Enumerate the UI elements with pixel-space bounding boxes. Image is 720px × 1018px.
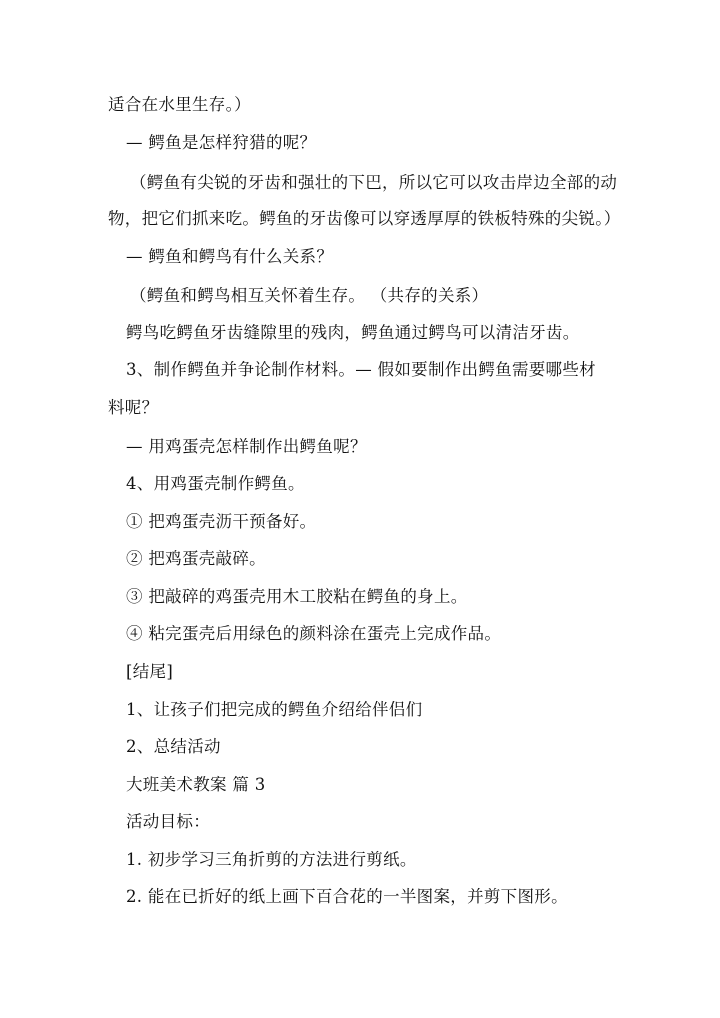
paragraph-line-11: 4、用鸡蛋壳制作鳄鱼。 (126, 474, 305, 493)
paragraph-line-9: 料呢？ (108, 398, 159, 417)
activity-goals-heading: 活动目标： (126, 812, 210, 831)
paragraph-line-15: ④ 粘完蛋壳后用绿色的颜料涂在蛋壳上完成作品。 (126, 624, 502, 643)
paragraph-line-17: 1、让孩子们把完成的鳄鱼介绍给伴侣们 (126, 700, 423, 719)
paragraph-line-5: — 鳄鱼和鳄鸟有什么关系？ (126, 247, 334, 266)
goal-item-2: 2. 能在已折好的纸上画下百合花的一半图案，并剪下图形。 (126, 887, 568, 906)
goal-item-1: 1. 初步学习三角折剪的方法进行剪纸。 (126, 850, 417, 869)
paragraph-line-14: ③ 把敲碎的鸡蛋壳用木工胶粘在鳄鱼的身上。 (126, 587, 468, 606)
paragraph-line-13: ② 把鸡蛋壳敲碎。 (126, 549, 266, 568)
paragraph-line-4: 物，把它们抓来吃。鳄鱼的牙齿像可以穿透厚厚的铁板特殊的尖锐。） (108, 209, 621, 228)
paragraph-line-2: — 鳄鱼是怎样狩猎的呢？ (126, 133, 317, 152)
paragraph-line-18: 2、总结活动 (126, 737, 221, 756)
paragraph-line-10: — 用鸡蛋壳怎样制作出鳄鱼呢？ (126, 437, 367, 456)
paragraph-line-6: （鳄鱼和鳄鸟相互关怀着生存。 （共存的关系） (130, 286, 489, 305)
paragraph-line-1: 适合在水里生存。） (108, 95, 251, 114)
paragraph-line-3: （鳄鱼有尖锐的牙齿和强壮的下巴，所以它可以攻击岸边全部的动 (130, 173, 618, 192)
paragraph-line-7: 鳄鸟吃鳄鱼牙齿缝隙里的残肉，鳄鱼通过鳄鸟可以清洁牙齿。 (126, 323, 580, 342)
paragraph-line-12: ① 把鸡蛋壳沥干预备好。 (126, 512, 317, 531)
section-heading-ending: [结尾] (126, 662, 174, 681)
paragraph-line-8: 3、制作鳄鱼并争论制作材料。— 假如要制作出鳄鱼需要哪些材 (126, 360, 596, 379)
lesson-title: 大班美术教案 篇 3 (126, 775, 266, 794)
